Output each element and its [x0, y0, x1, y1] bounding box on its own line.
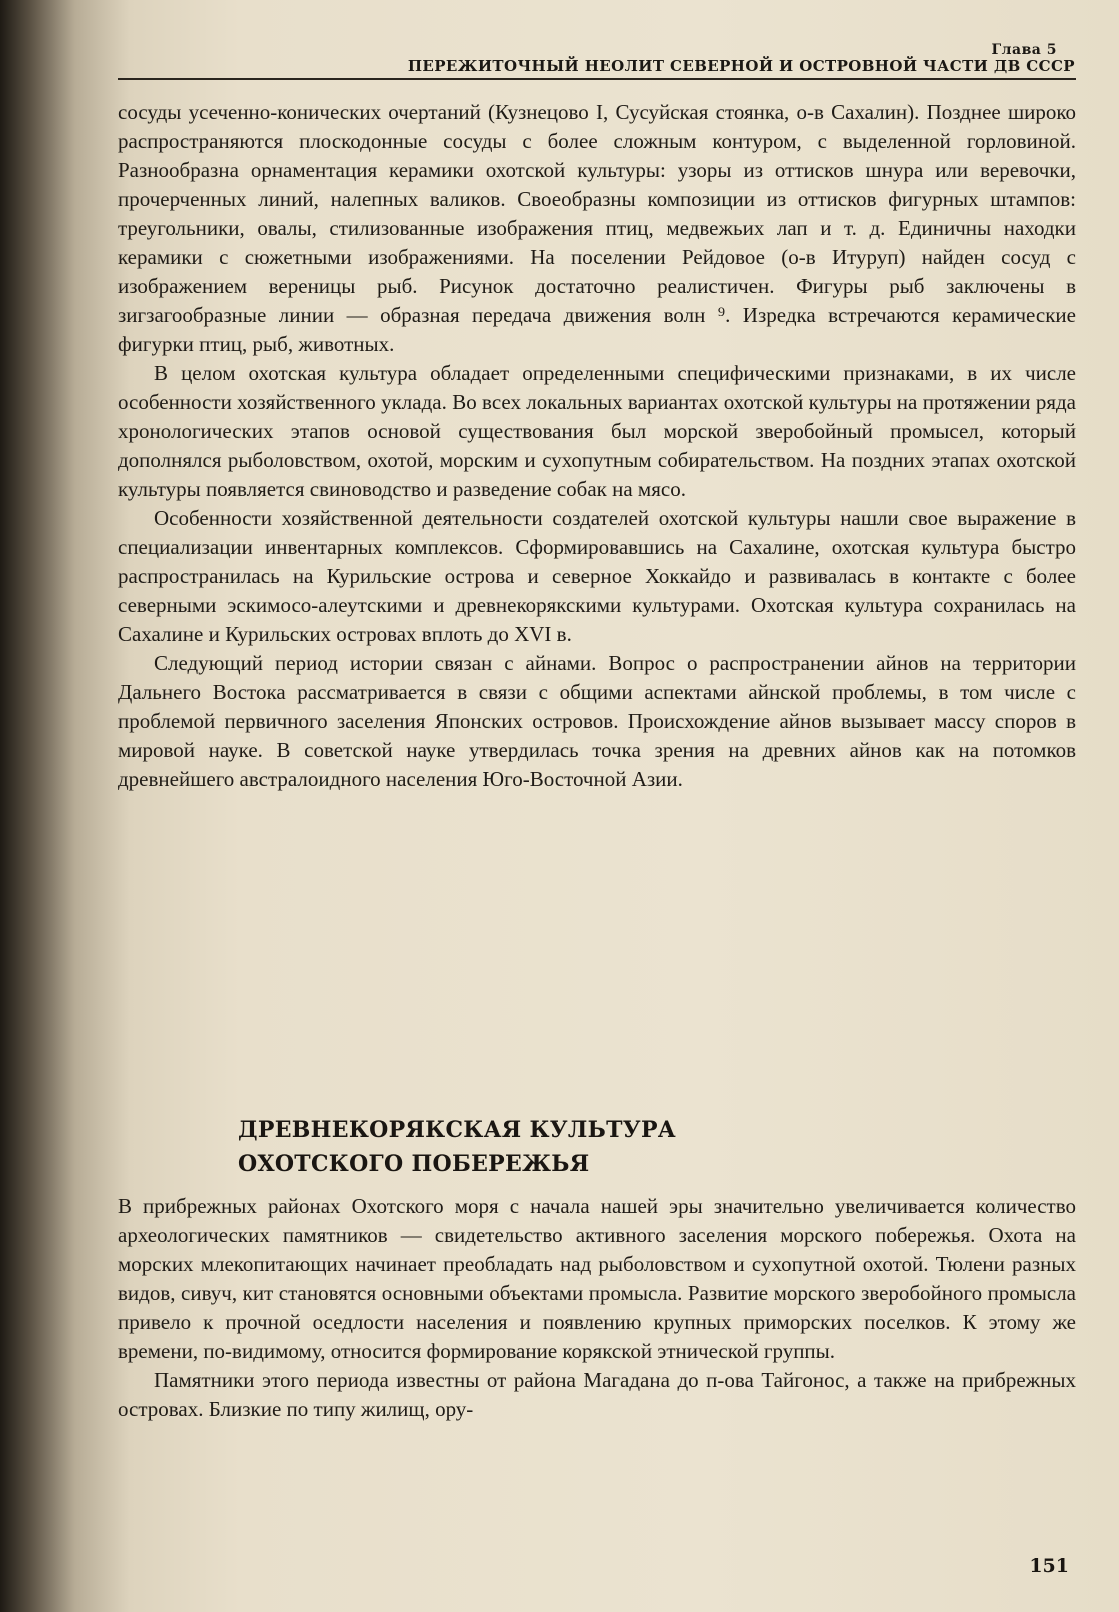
chapter-label: Глава 5 [991, 42, 1057, 58]
body-text-bottom [118, 1192, 1076, 1424]
paragraph: Памятники этого периода известны от района Магадана до п-ова Тайгонос, а также на прибрежных островах. Близкие по типу жилищ, ору- [118, 1368, 1076, 1421]
section-heading [238, 1113, 676, 1181]
header-rule [118, 78, 1076, 80]
paragraph: Следующий период истории связан с айнами. Вопрос о распространении айнов на территории Дальнего Востока рассматривается в связи с общими аспектами айнской проблемы, в том числе с проблемой первичного заселения Японских островов. Происхождение айнов вызывает массу споров в мировой науке. В советской науке утвердилась точка зрения на древних айнов как на потомков древнейшего австралоидного населения Юго-Восточной Азии. [118, 651, 1076, 791]
paragraph: В целом охотская культура обладает определенными специфическими признаками, в их числе особенности хозяйственного уклада. Во всех локальных вариантах охотской культуры на протяжении ряда хронологических этапов основой существования был морской зверобойный промысел, который дополнялся рыболовством, охотой, морским и сухопутным собирательством. На поздних этапах охотской культуры появляется свиноводство и разведение собак на мясо. [118, 361, 1076, 501]
running-head-title: ПЕРЕЖИТОЧНЫЙ НЕОЛИТ СЕВЕРНОЙ И ОСТРОВНОЙ ЧАСТИ ДВ СССР [407, 57, 1075, 75]
paragraph: В прибрежных районах Охотского моря с начала нашей эры значительно увеличивается количество археологических памятников — свидетельство активного заселения морского побережья. Охота на морских млекопитающих начинает преобладать над рыболовством и сухопутной охотой. Тюлени разных видов, сивуч, кит становятся основными объектами промысла. Развитие морского зверобойного промысла привело к прочной оседлости населения и появлению крупных приморских поселков. К этому же времени, по-видимому, относится формирование корякской этнической группы. [118, 1194, 1076, 1363]
section-heading-line: ДРЕВНЕКОРЯКСКАЯ КУЛЬТУРА [238, 1117, 677, 1143]
section-heading-line: ОХОТСКОГО ПОБЕРЕЖЬЯ [238, 1151, 590, 1177]
paragraph: сосуды усеченно-конических очертаний (Кузнецово I, Сусуйская стоянка, о-в Сахалин). Позднее широко распространяются плоскодонные сосуды с более сложным контуром, с выделенной горловиной. Разнообразна орнаментация керамики охотской культуры: узоры из оттисков шнура или веревочки, прочерченных линий, налепных валиков. Своеобразны композиции из оттисков фигурных штампов: треугольники, овалы, стилизованные изображения птиц, медвежьих лап и т. д. Единичны находки керамики с сюжетными изображениями. На поселении Рейдовое (о-в Итуруп) найден сосуд с изображением вереницы рыб. Рисунок достаточно реалистичен. Фигуры рыб заключены в зигзагообразные линии — образная передача движения волн ⁹. Изредка встречаются керамические фигурки птиц, рыб, животных. [118, 100, 1076, 356]
body-text-top [118, 98, 1076, 794]
page-number: 151 [1029, 1555, 1069, 1577]
paragraph: Особенности хозяйственной деятельности создателей охотской культуры нашли свое выражение в специализации инвентарных комплексов. Сформировавшись на Сахалине, охотская культура быстро распространилась на Курильские острова и северное Хоккайдо и развивалась в контакте с более северными эскимосо-алеутскими и древнекорякскими культурами. Охотская культура сохранилась на Сахалине и Курильских островах вплоть до XVI в. [118, 506, 1076, 646]
